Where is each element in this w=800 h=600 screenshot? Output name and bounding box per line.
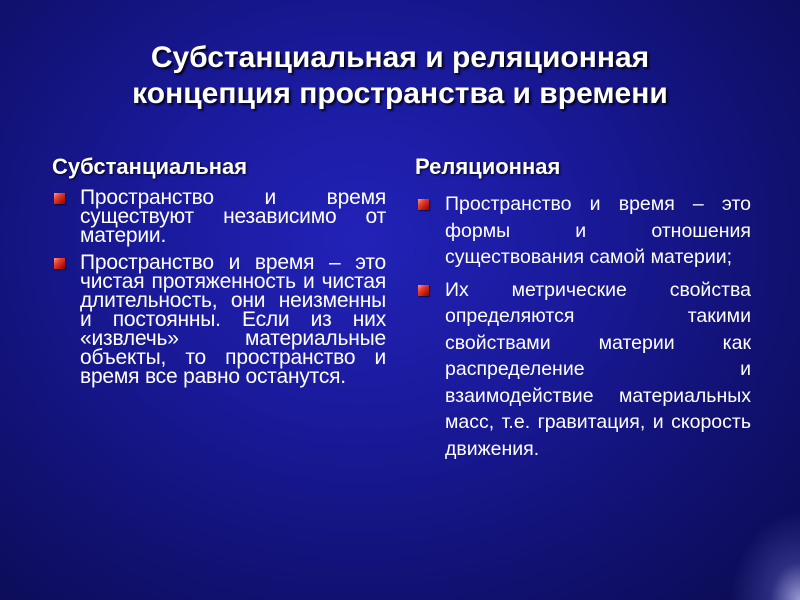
- relational-heading: Реляционная: [415, 154, 561, 179]
- slide-title-line-1: Субстанциальная и реляционная: [150, 41, 650, 74]
- substantial-heading: Субстанциальная: [52, 154, 248, 179]
- substantial-column: [52, 152, 386, 386]
- list-item: [52, 188, 386, 245]
- red-square-bullet-icon: [418, 199, 429, 210]
- list-item: [413, 277, 751, 463]
- corner-glow: [730, 510, 800, 600]
- list-item: [52, 253, 386, 386]
- list-item-text: Пространство и время существуют независимо от материи.: [80, 186, 386, 247]
- slide-title: [40, 40, 760, 112]
- list-item: [413, 191, 751, 271]
- list-item-text: Пространство и время – это чистая протяженность и чистая длительность, они неизменны и постоянны. Если из них «извлечь» материальные объекты, то пространство и время все равно останутся.: [80, 251, 386, 388]
- relational-list: [413, 191, 751, 462]
- list-item-text: Пространство и время – это формы и отношения существования самой материи;: [445, 193, 751, 268]
- red-square-bullet-icon: [54, 258, 65, 269]
- slide-title-line-2: концепция пространства и времени: [132, 77, 668, 110]
- red-square-bullet-icon: [54, 193, 65, 204]
- red-square-bullet-icon: [418, 285, 429, 296]
- list-item-text: Их метрические свойства определяются такими свойствами материи как распределение и взаимодействие материальных масс, т.е. гравитация, и скорость движения.: [445, 278, 751, 460]
- substantial-list: [52, 188, 386, 386]
- relational-column: [413, 152, 751, 462]
